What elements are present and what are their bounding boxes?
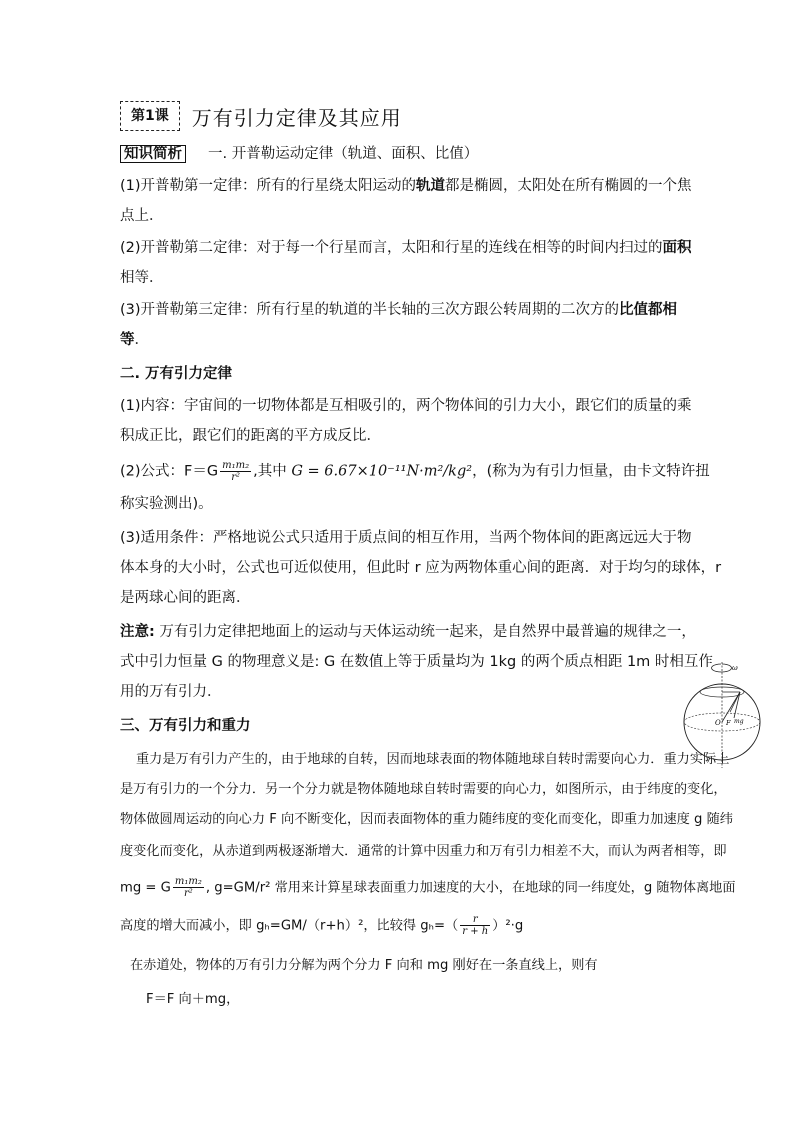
fraction-denominator: r² (183, 888, 193, 899)
law3-bold: 比值都相 (619, 302, 678, 318)
law2-text-a: (2)开普勒第二定律：对于每一个行星而言，太阳和行星的连线在相等的时间内扫过的 (120, 240, 663, 256)
para-text-7: 在赤道处，物体的万有引力分解为两个分力 F 向和 mg 刚好在一条直线上，则有 (130, 958, 598, 973)
condition-text-a: (3)适用条件：严格地说公式只适用于质点间的相互作用，当两个物体间的距离远远大于物 (120, 530, 692, 546)
force-label: F (726, 719, 731, 727)
law3-text-a: (3)开普勒第三定律：所有行星的轨道的半长轴的三次方跟公转周期的二次方的 (120, 302, 620, 318)
note-line3 (120, 682, 680, 702)
gravity-para-line5 (120, 876, 736, 899)
gravity-para-line2 (120, 780, 727, 800)
law2-text-c: 相等． (120, 270, 164, 286)
section1-heading: 一. 开普勒运动定律（轨道、面积、比值） (208, 146, 479, 162)
note-text-b: 式中引力恒量 G 的物理意义是: G 在数值上等于质量均为 1kg 的两个质点相距 1m 时相互作 (120, 654, 713, 670)
mg-label: mg (734, 718, 744, 725)
condition-line3 (120, 588, 680, 608)
note-label: 注意: (120, 624, 155, 640)
gravity-para-line8 (146, 990, 676, 1010)
para5-text-b: , g=GM/r² 常用来计算星球表面重力加速度的大小，在地球的同一纬度处，g 随物体离地面 (205, 880, 736, 896)
content-text-b: 积成正比，跟它们的距离的平方成反比． (120, 428, 381, 444)
omega-label: ω (732, 664, 738, 672)
content-line2 (120, 426, 680, 446)
law3-line1 (120, 300, 680, 320)
law3-text-c: ． (134, 332, 149, 348)
law1-text-b: 都是椭圆，太阳处在所有椭圆的一个焦 (445, 178, 692, 194)
law2-line2 (120, 268, 680, 288)
note-line2 (120, 652, 713, 672)
gravity-para-line1 (136, 750, 730, 770)
condition-text-c: 是两球心间的距离． (120, 590, 251, 606)
para6-text-b: ）²·g (492, 918, 524, 934)
law2-bold: 面积 (662, 240, 692, 256)
gravity-para-line4 (120, 842, 727, 862)
section2-heading-text: 二. 万有引力定律 (120, 366, 233, 382)
section3-heading-text: 三、万有引力和重力 (120, 718, 251, 734)
para-text-2: 是万有引力的一个分力．另一个分力就是物体随地球自转时需要的向心力，如图所示，由于纬度的变化， (120, 782, 727, 797)
para-text-4: 度变化而变化，从赤道到两极逐渐增大．通常的计算中因重力和万有引力相差不大，而认为两者相等，即 (120, 844, 727, 859)
formula-text-a: (2)公式：F＝G (120, 463, 219, 480)
fraction-numerator: r (460, 914, 490, 926)
gravity-fraction (220, 460, 251, 483)
formula-text-c: ，(称为为有引力恒量，由卡文特许扭 (472, 463, 710, 480)
fraction-numerator: m₁m₂ (174, 876, 202, 887)
note-text-a: 万有引力定律把地面上的运动与天体运动统一起来，是自然界中最普遍的规律之一， (154, 624, 696, 640)
section2-heading (120, 364, 680, 384)
condition-line1 (120, 528, 692, 548)
surface-gravity-fraction (173, 876, 204, 899)
section3-heading (120, 716, 680, 736)
gravity-constant: G = 6.67×10⁻¹¹N·m²/kg² (291, 463, 473, 480)
fraction-numerator: m₁m₂ (222, 460, 250, 471)
law1-line2 (120, 206, 680, 226)
formula-text-d: 称实验测出)。 (120, 496, 213, 512)
note-line1 (120, 622, 696, 642)
formula-text-b: ,其中 (253, 463, 287, 480)
para-text-8: F＝F 向＋mg， (146, 992, 240, 1007)
condition-line2 (120, 558, 722, 578)
para-text-3: 物体做圆周运动的向心力 F 向不断变化，因而表面物体的重力随纬度的变化而变化，即重力加速度 g 随纬 (120, 812, 733, 827)
para6-text-a: 高度的增大而减小，即 gₕ=GM/（r+h）²，比较得 gₕ=（ (120, 918, 459, 934)
lesson-label: 第1课 (120, 101, 180, 131)
condition-text-b: 体本身的大小时，公式也可近似使用，但此时 r 应为两物体重心间的距离．对于均匀的球体，r (120, 560, 722, 576)
title-row (120, 99, 402, 133)
para-text-1: 重力是万有引力产生的，由于地球的自转，因而地球表面的物体随地球自转时需要向心力．重力实际上 (136, 752, 730, 767)
formula-line1 (120, 460, 710, 483)
center-label: O (715, 719, 721, 727)
law3-bold2: 等 (120, 332, 135, 348)
fraction-denominator: r + h (462, 926, 489, 937)
page-title: 万有引力定律及其应用 (191, 105, 402, 130)
law3-line2 (120, 330, 680, 350)
gravity-force-arrow (730, 692, 740, 712)
knowledge-box-label: 知识简析 (120, 145, 186, 163)
gravity-para-line3 (120, 810, 733, 830)
section1-heading-line (120, 144, 680, 164)
para5-text-a: mg = G (120, 880, 171, 896)
fraction-denominator: r² (231, 472, 241, 483)
law1-line1 (120, 176, 692, 196)
note-text-c: 用的万有引力． (120, 684, 222, 700)
earth-rotation-figure (682, 660, 766, 770)
law1-text-c: 点上． (120, 208, 164, 224)
gravity-para-line6 (120, 914, 680, 937)
rotation-arrow-icon (712, 664, 732, 672)
content-line1 (120, 396, 692, 416)
gravity-para-line7 (130, 956, 680, 976)
content-text-a: (1)内容：宇宙间的一切物体都是互相吸引的，两个物体间的引力大小，跟它们的质量的乘 (120, 398, 692, 414)
formula-line2 (120, 494, 680, 514)
law1-text-a: (1)开普勒第一定律：所有的行星绕太阳运动的 (120, 178, 417, 194)
law2-line1 (120, 238, 692, 258)
height-ratio-fraction (460, 914, 490, 937)
law1-bold: 轨道 (416, 178, 446, 194)
